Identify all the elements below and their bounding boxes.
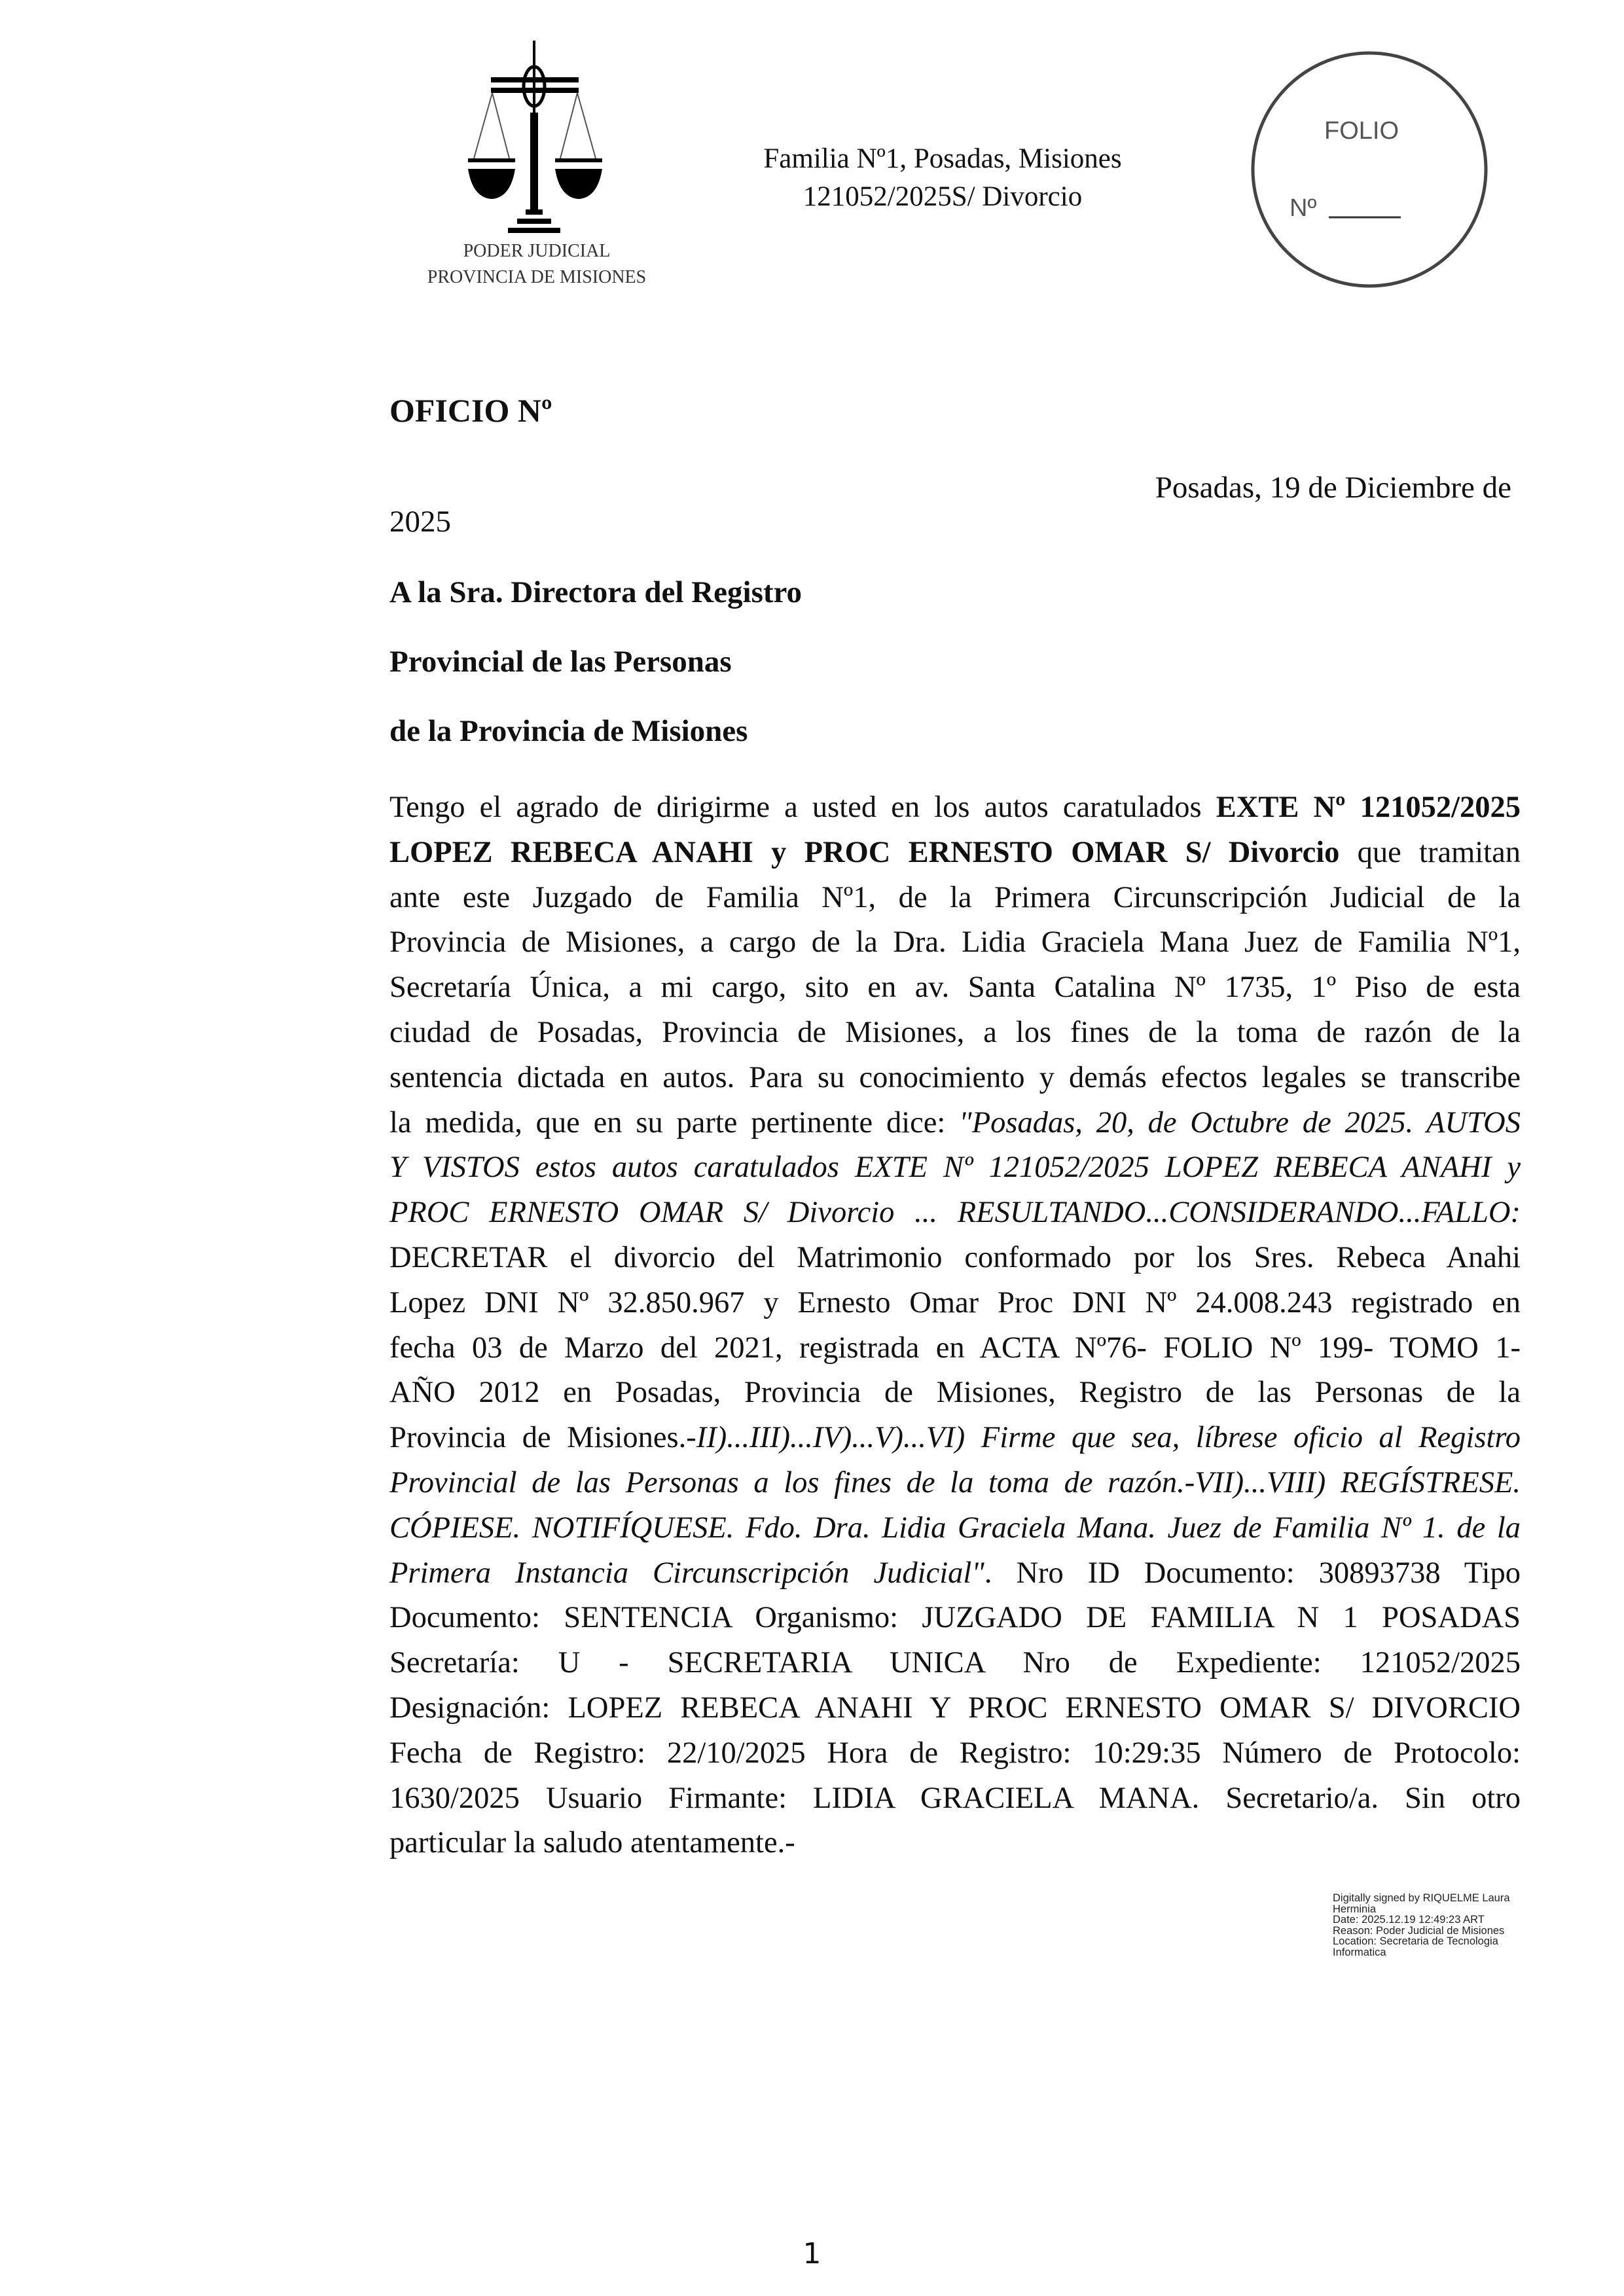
- body-text: Designación: LOPEZ REBECA ANAHI Y PROC ERNESTO OMAR S/ DIVORCIO: [389, 1691, 1521, 1725]
- digital-signature: [1333, 1893, 1510, 1958]
- body-text: DECRETAR el divorcio del Matrimonio conformado por los Sres. Rebeca Anahi: [389, 1240, 1521, 1274]
- body-paragraph: [389, 785, 1521, 1866]
- court-name: Familia Nº1, Posadas, Misiones: [763, 143, 1122, 174]
- logo-text-line1: PODER JUDICIAL: [463, 241, 611, 261]
- body-line: [389, 1506, 1521, 1551]
- folio-label: FOLIO: [1324, 117, 1399, 145]
- body-line: [389, 1596, 1521, 1641]
- logo-text-line2: PROVINCIA DE MISIONES: [427, 267, 647, 287]
- body-line: [389, 876, 1521, 921]
- body-line: [389, 1145, 1521, 1191]
- poder-judicial-logo: [406, 41, 674, 293]
- body-text: Provincia de Misiones.-: [389, 1421, 696, 1455]
- body-line: [389, 920, 1521, 965]
- body-line: [389, 1776, 1521, 1821]
- folio-number-label: Nº: [1290, 194, 1317, 222]
- body-line: [389, 1326, 1521, 1371]
- body-text: la medida, que en su parte pertinente dice:: [389, 1105, 960, 1139]
- body-text: ciudad de Posadas, Provincia de Misiones, a los fines de la toma de razón de la: [389, 1015, 1521, 1049]
- body-line: [389, 1236, 1521, 1281]
- quoted-italic-text: Provincial de las Personas a los fines de la toma de razón.-VII)...VIII) REGÍSTRESE.: [389, 1465, 1521, 1499]
- body-line: [389, 1191, 1521, 1236]
- quoted-italic-text: "Posadas, 20, de Octubre de 2025. AUTOS: [959, 1105, 1521, 1139]
- recipient-line: de la Provincia de Misiones: [389, 714, 748, 748]
- signature-line: Date: 2025.12.19 12:49:23 ART: [1333, 1914, 1485, 1926]
- body-text: ante este Juzgado de Familia Nº1, de la Primera Circunscripción Judicial de la: [389, 880, 1521, 914]
- body-line: [389, 831, 1521, 876]
- quoted-italic-text: Y VISTOS estos autos caratulados EXTE Nº 121052/2025 LOPEZ REBECA ANAHI y: [389, 1151, 1521, 1185]
- body-line: [389, 785, 1521, 831]
- signature-line: Reason: Poder Judicial de Misiones: [1333, 1924, 1505, 1937]
- signature-line: Herminia: [1333, 1903, 1377, 1915]
- body-text: Tengo el agrado de dirigirme a usted en los autos caratulados: [389, 791, 1216, 824]
- body-text: sentencia dictada en autos. Para su conocimiento y demás efectos legales se transcribe: [389, 1060, 1521, 1094]
- quoted-italic-text: PROC ERNESTO OMAR S/ Divorcio ... RESULTANDO...CONSIDERANDO...FALLO:: [389, 1196, 1521, 1230]
- body-line: [389, 1686, 1521, 1731]
- body-text: AÑO 2012 en Posadas, Provincia de Misiones, Registro de las Personas de la: [389, 1376, 1521, 1410]
- body-text: Secretaría: U - SECRETARIA UNICA Nro de Expediente: 121052/2025: [389, 1646, 1521, 1680]
- scales-of-justice-icon: [406, 41, 674, 293]
- signature-line: Location: Secretaria de Tecnologia: [1333, 1935, 1498, 1947]
- body-line: [389, 1101, 1521, 1146]
- body-line: [389, 1416, 1521, 1461]
- quoted-italic-text: II)...III)...IV)...V)...VI) Firme que sea, líbrese oficio al Registro: [696, 1421, 1521, 1455]
- body-text: . Nro ID Documento: 30893738 Tipo: [984, 1556, 1521, 1590]
- quoted-italic-text: Primera Instancia Circunscripción Judicial": [389, 1556, 984, 1590]
- body-line: [389, 1011, 1521, 1056]
- body-line: [389, 1461, 1521, 1506]
- body-text: particular la saludo atentamente.-: [389, 1826, 795, 1860]
- case-header: [720, 140, 1165, 216]
- body-text: Secretaría Única, a mi cargo, sito en av. Santa Catalina Nº 1735, 1º Piso de esta: [389, 971, 1521, 1005]
- signature-line: Informatica: [1333, 1946, 1386, 1958]
- body-text: que tramitan: [1339, 835, 1521, 869]
- signature-line: Digitally signed by RIQUELME Laura: [1333, 1892, 1510, 1904]
- body-line: [389, 1641, 1521, 1686]
- body-text: Documento: SENTENCIA Organismo: JUZGADO DE FAMILIA N 1 POSADAS: [389, 1601, 1521, 1635]
- body-line: [389, 1281, 1521, 1326]
- body-text: Lopez DNI Nº 32.850.967 y Ernesto Omar Proc DNI Nº 24.008.243 registrado en: [389, 1285, 1521, 1319]
- body-line: [389, 1731, 1521, 1776]
- body-text: fecha 03 de Marzo del 2021, registrada en ACTA Nº76- FOLIO Nº 199- TOMO 1-: [389, 1331, 1521, 1365]
- page-number: 1: [803, 2237, 821, 2270]
- date-year: 2025: [389, 505, 451, 539]
- bold-text: EXTE Nº 121052/2025: [1216, 791, 1521, 824]
- oficio-title: OFICIO Nº: [389, 392, 552, 429]
- case-number: 121052/2025S/ Divorcio: [803, 181, 1083, 212]
- date-line: Posadas, 19 de Diciembre de: [1155, 471, 1511, 505]
- folio-stamp: [1247, 47, 1492, 293]
- folio-circle-icon: [1247, 47, 1492, 293]
- recipient-line: Provincial de las Personas: [389, 645, 732, 679]
- quoted-italic-text: CÓPIESE. NOTIFÍQUESE. Fdo. Dra. Lidia Graciela Mana. Juez de Familia Nº 1. de la: [389, 1511, 1521, 1545]
- body-line: [389, 965, 1521, 1011]
- body-line: [389, 1371, 1521, 1416]
- body-line: [389, 1056, 1521, 1101]
- bold-text: LOPEZ REBECA ANAHI y PROC ERNESTO OMAR S/ Divorcio: [389, 835, 1340, 869]
- body-text: Fecha de Registro: 22/10/2025 Hora de Registro: 10:29:35 Número de Protocolo:: [389, 1736, 1521, 1770]
- body-text: Provincia de Misiones, a cargo de la Dra. Lidia Graciela Mana Juez de Familia Nº1,: [389, 925, 1521, 960]
- body-text: 1630/2025 Usuario Firmante: LIDIA GRACIELA MANA. Secretario/a. Sin otro: [389, 1781, 1521, 1815]
- recipient-line: A la Sra. Directora del Registro: [389, 575, 803, 609]
- body-line: [389, 1821, 1521, 1866]
- body-line: [389, 1551, 1521, 1596]
